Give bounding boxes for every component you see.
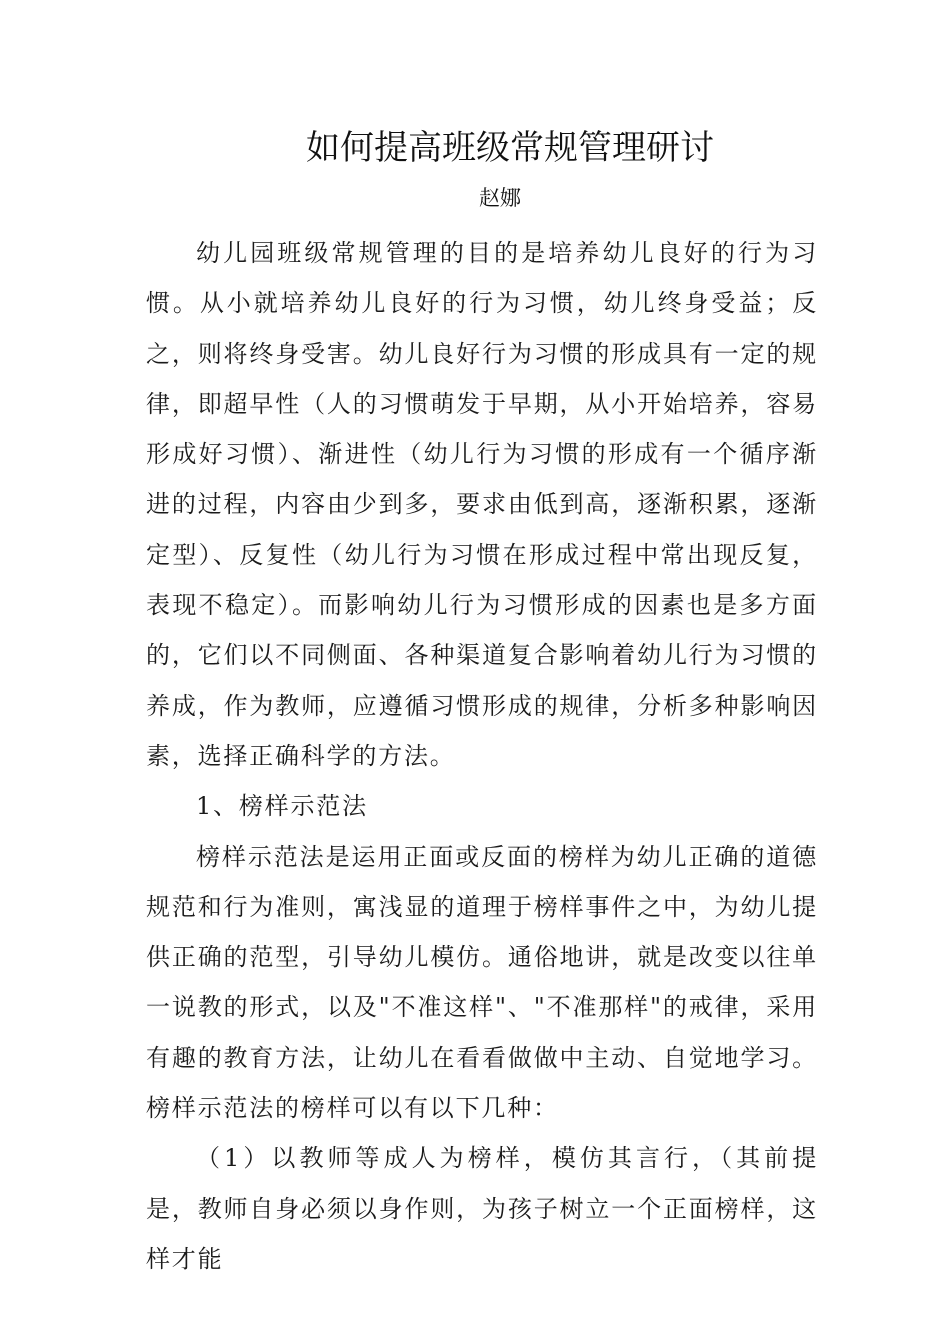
section-heading: 1、榜样示范法 bbox=[196, 792, 368, 821]
paragraph-list-item: （1）以教师等成人为榜样，模仿其言行，（其前提是，教师自身必须以身作则，为孩子树立一个正面榜样，这样才能 bbox=[146, 1144, 818, 1273]
document-title: 如何提高班级常规管理研讨 bbox=[306, 128, 714, 168]
paragraph-intro: 幼儿园班级常规管理的目的是培养幼儿良好的行为习惯。从小就培养幼儿良好的行为习惯，幼儿终身受益；反之，则将终身受害。幼儿良好行为习惯的形成具有一定的规律，即超早性（人的习惯萌发于早期，从小开始培养，容易形成好习惯）、渐进性（幼儿行为习惯的形成有一个循序渐进的过程，内容由少到多，要求由低到高，逐渐积累，逐渐定型）、反复性（幼儿行为习惯在形成过程中常出现反复，表现不稳定）。而影响幼儿行为习惯形成的因素也是多方面的，它们以不同侧面、各种渠道复合影响着幼儿行为习惯的养成，作为教师，应遵循习惯形成的规律，分析多种影响因素，选择正确科学的方法。 bbox=[146, 239, 818, 770]
author-name: 赵娜 bbox=[479, 186, 521, 210]
paragraph-role-model: 榜样示范法是运用正面或反面的榜样为幼儿正确的道德规范和行为准则，寓浅显的道理于榜样事件之中，为幼儿提供正确的范型，引导幼儿模仿。通俗地讲，就是改变以往单一说教的形式，以及"不准这样"、"不准那样"的戒律，采用有趣的教育方法，让幼儿在看看做做中主动、自觉地学习。榜样示范法的榜样可以有以下几种： bbox=[146, 842, 818, 1123]
document-body bbox=[146, 228, 818, 1284]
